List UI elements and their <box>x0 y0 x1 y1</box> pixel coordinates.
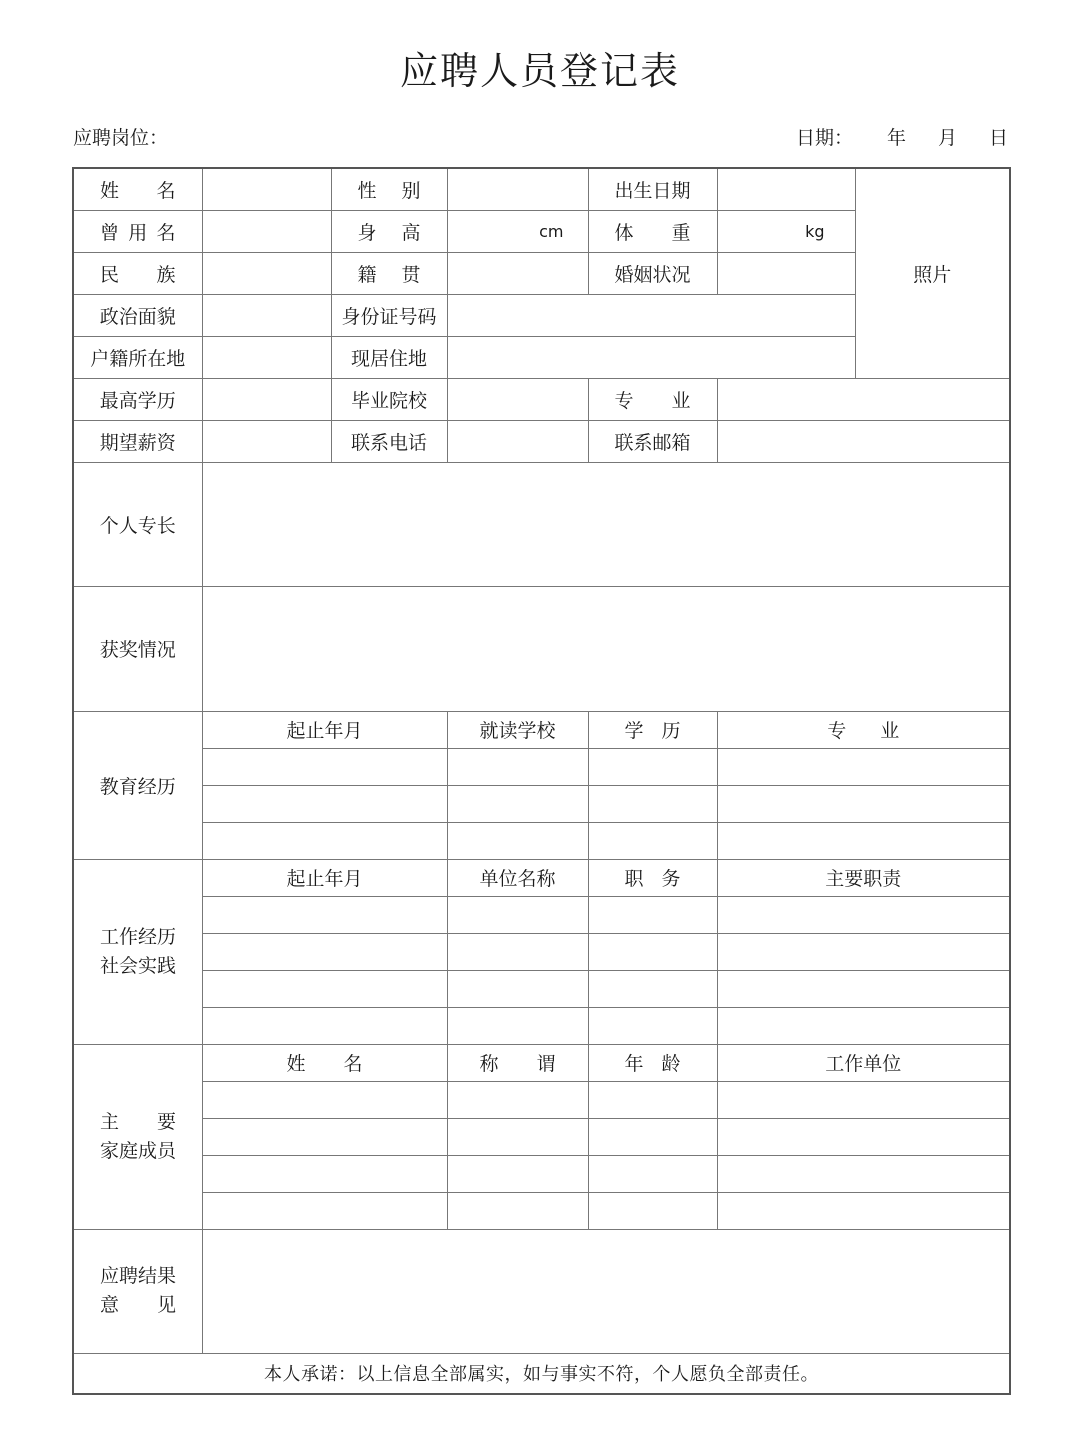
birth-date-label: 出生日期 <box>588 168 717 210</box>
marital-status-input[interactable] <box>717 252 855 294</box>
id-number-input[interactable] <box>447 294 855 336</box>
major-label: 专 业 <box>588 378 717 420</box>
native-place-label: 籍 贯 <box>331 252 447 294</box>
table-row <box>73 1192 1010 1229</box>
table-row <box>73 1081 1010 1118</box>
work-duties-input[interactable] <box>717 970 1010 1007</box>
name-label: 姓 名 <box>73 168 202 210</box>
graduated-school-input[interactable] <box>447 378 588 420</box>
major-input[interactable] <box>717 378 1010 420</box>
work-employer-input[interactable] <box>447 896 588 933</box>
weight-label: 体 重 <box>588 210 717 252</box>
edu-degree-input[interactable] <box>588 822 717 859</box>
promise-statement: 本人承诺：以上信息全部属实，如与事实不符，个人愿负全部责任。 <box>73 1353 1010 1394</box>
registration-table <box>72 167 1011 1395</box>
former-name-label: 曾 用 名 <box>73 210 202 252</box>
name-input[interactable] <box>202 168 331 210</box>
table-row <box>73 896 1010 933</box>
family-relation-header: 称 谓 <box>447 1044 588 1081</box>
row-promise <box>73 1353 1010 1394</box>
table-row <box>73 785 1010 822</box>
highest-education-input[interactable] <box>202 378 331 420</box>
result-label: 应聘结果 意 见 <box>73 1229 202 1353</box>
family-employer-input[interactable] <box>717 1192 1010 1229</box>
photo-label: 照片 <box>913 263 952 286</box>
marital-status-label: 婚姻状况 <box>588 252 717 294</box>
birth-date-input[interactable] <box>717 168 855 210</box>
family-name-input[interactable] <box>202 1118 447 1155</box>
family-name-input[interactable] <box>202 1192 447 1229</box>
email-input[interactable] <box>717 420 1010 462</box>
weight-input[interactable] <box>717 210 855 252</box>
edu-school-input[interactable] <box>447 822 588 859</box>
month-label: 月 <box>937 127 957 149</box>
family-relation-input[interactable] <box>447 1081 588 1118</box>
family-name-input[interactable] <box>202 1155 447 1192</box>
family-age-input[interactable] <box>588 1081 717 1118</box>
highest-education-label: 最高学历 <box>73 378 202 420</box>
row-education-summary <box>73 378 1010 420</box>
education-header-row <box>73 711 1010 748</box>
former-name-input[interactable] <box>202 210 331 252</box>
native-place-input[interactable] <box>447 252 588 294</box>
edu-school-header: 就读学校 <box>447 711 588 748</box>
family-relation-input[interactable] <box>447 1118 588 1155</box>
work-employer-header: 单位名称 <box>447 859 588 896</box>
row-result <box>73 1229 1010 1353</box>
current-address-label: 现居住地 <box>331 336 447 378</box>
edu-period-header: 起止年月 <box>202 711 447 748</box>
family-employer-input[interactable] <box>717 1118 1010 1155</box>
work-title-header: 职 务 <box>588 859 717 896</box>
phone-label: 联系电话 <box>331 420 447 462</box>
year-label: 年 <box>886 127 906 149</box>
specialty-input[interactable] <box>202 462 1010 586</box>
work-employer-input[interactable] <box>447 970 588 1007</box>
table-row <box>73 822 1010 859</box>
height-label: 身 高 <box>331 210 447 252</box>
family-label: 主 要 家庭成员 <box>73 1044 202 1229</box>
work-period-input[interactable] <box>202 1007 447 1044</box>
edu-school-input[interactable] <box>447 748 588 785</box>
work-duties-input[interactable] <box>717 896 1010 933</box>
edu-period-input[interactable] <box>202 822 447 859</box>
work-title-input[interactable] <box>588 970 717 1007</box>
family-relation-input[interactable] <box>447 1155 588 1192</box>
weight-unit: kg <box>805 221 825 241</box>
family-age-input[interactable] <box>588 1192 717 1229</box>
work-duties-input[interactable] <box>717 933 1010 970</box>
family-age-input[interactable] <box>588 1118 717 1155</box>
row-name <box>73 168 1010 210</box>
family-relation-input[interactable] <box>447 1192 588 1229</box>
day-label: 日 <box>988 127 1008 149</box>
phone-input[interactable] <box>447 420 588 462</box>
gender-input[interactable] <box>447 168 588 210</box>
work-title-input[interactable] <box>588 1007 717 1044</box>
family-age-header: 年 龄 <box>588 1044 717 1081</box>
political-status-label: 政治面貌 <box>73 294 202 336</box>
work-period-header: 起止年月 <box>202 859 447 896</box>
work-duties-header: 主要职责 <box>717 859 1010 896</box>
family-age-input[interactable] <box>588 1155 717 1192</box>
family-employer-header: 工作单位 <box>717 1044 1010 1081</box>
edu-major-input[interactable] <box>717 748 1010 785</box>
form-title: 应聘人员登记表 <box>399 49 680 93</box>
position-field[interactable] <box>73 125 168 151</box>
education-label: 教育经历 <box>73 711 202 859</box>
expected-salary-input[interactable] <box>202 420 331 462</box>
photo-cell[interactable] <box>855 168 1010 378</box>
height-unit: cm <box>539 221 564 241</box>
id-number-label: 身份证号码 <box>331 294 447 336</box>
table-row <box>73 970 1010 1007</box>
edu-period-input[interactable] <box>202 785 447 822</box>
table-row <box>73 748 1010 785</box>
table-row <box>73 1155 1010 1192</box>
edu-major-input[interactable] <box>717 822 1010 859</box>
date-label: 日期： <box>795 127 853 149</box>
height-input[interactable] <box>447 210 588 252</box>
work-employer-input[interactable] <box>447 1007 588 1044</box>
political-status-input[interactable] <box>202 294 331 336</box>
work-period-input[interactable] <box>202 933 447 970</box>
edu-degree-input[interactable] <box>588 748 717 785</box>
work-title-input[interactable] <box>588 896 717 933</box>
table-row <box>73 933 1010 970</box>
work-employer-input[interactable] <box>447 933 588 970</box>
awards-input[interactable] <box>202 586 1010 711</box>
position-label: 应聘岗位： <box>73 127 169 149</box>
row-specialty <box>73 462 1010 586</box>
result-input[interactable] <box>202 1229 1010 1353</box>
edu-major-header: 专 业 <box>717 711 1010 748</box>
family-name-header: 姓 名 <box>202 1044 447 1081</box>
family-header-row <box>73 1044 1010 1081</box>
ethnicity-input[interactable] <box>202 252 331 294</box>
specialty-label: 个人专长 <box>73 462 202 586</box>
graduated-school-label: 毕业院校 <box>331 378 447 420</box>
work-title-input[interactable] <box>588 933 717 970</box>
work-period-input[interactable] <box>202 896 447 933</box>
edu-degree-input[interactable] <box>588 785 717 822</box>
household-location-input[interactable] <box>202 336 331 378</box>
household-location-label: 户籍所在地 <box>73 336 202 378</box>
work-duties-input[interactable] <box>717 1007 1010 1044</box>
email-label: 联系邮箱 <box>588 420 717 462</box>
row-contact <box>73 420 1010 462</box>
family-name-input[interactable] <box>202 1081 447 1118</box>
ethnicity-label: 民 族 <box>73 252 202 294</box>
edu-period-input[interactable] <box>202 748 447 785</box>
edu-degree-header: 学 历 <box>588 711 717 748</box>
family-employer-input[interactable] <box>717 1155 1010 1192</box>
gender-label: 性 别 <box>331 168 447 210</box>
edu-school-input[interactable] <box>447 785 588 822</box>
work-label: 工作经历 社会实践 <box>73 859 202 1044</box>
work-header-row <box>73 859 1010 896</box>
edu-major-input[interactable] <box>717 785 1010 822</box>
work-period-input[interactable] <box>202 970 447 1007</box>
current-address-input[interactable] <box>447 336 855 378</box>
table-row <box>73 1118 1010 1155</box>
table-row <box>73 1007 1010 1044</box>
family-employer-input[interactable] <box>717 1081 1010 1118</box>
awards-label: 获奖情况 <box>73 586 202 711</box>
row-awards <box>73 586 1010 711</box>
expected-salary-label: 期望薪资 <box>73 420 202 462</box>
date-field[interactable] <box>796 125 1008 151</box>
